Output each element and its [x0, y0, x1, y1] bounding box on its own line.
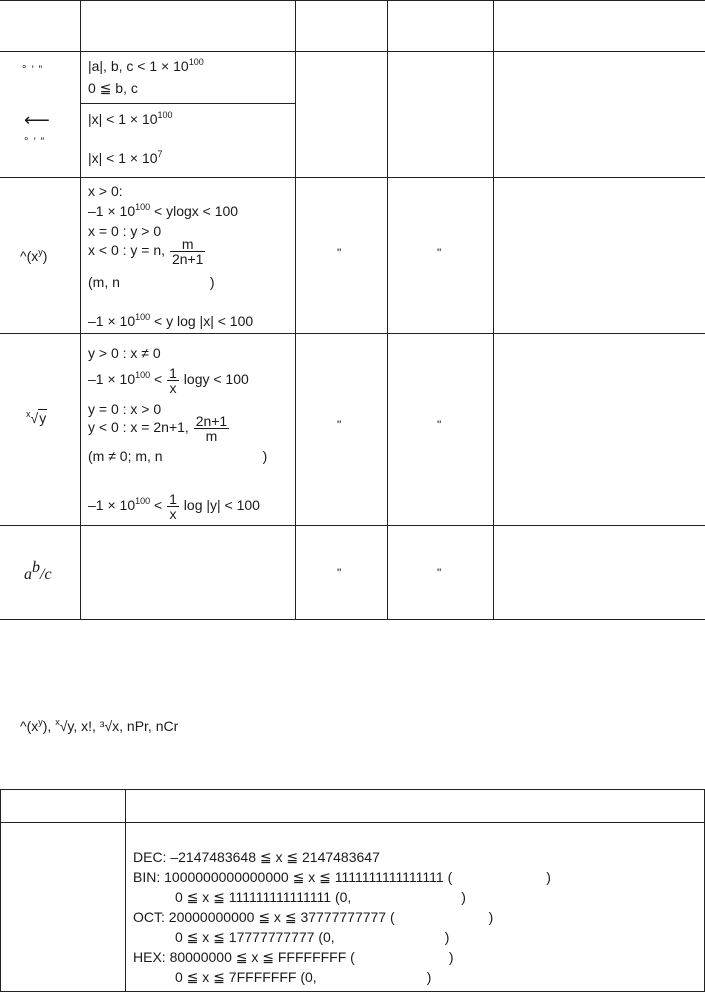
power-condition-5: (m, n ): [88, 274, 215, 290]
ditto-mark: ": [437, 418, 442, 432]
root-condition-3: y = 0 : x > 0: [88, 401, 162, 417]
power-condition-4: x < 0 : y = n, $\frac{m}{2n+1}$: [88, 236, 204, 267]
dms-condition-1: |a|, b, $c < 1 \times 10^{100}$: [88, 57, 204, 74]
power-condition-6: $-1 \times 10^{100} < y$ log |x| < 100: [88, 312, 254, 329]
functions-note: $\^{}(x^y)$, $^x$√y, x!, ³√x, nPr, nCr: [20, 717, 179, 734]
root-function-label: $^x$√y: [26, 409, 47, 426]
dec-range: DEC: –2147483648 ≦ x ≦ 2147483647: [133, 849, 380, 865]
root-condition-5: (m ≠ 0; m, n ): [88, 448, 268, 464]
dms-condition-2: 0 ≦ b, c: [88, 80, 138, 96]
dms-inverse-condition-1: $|x| < 1 \times 10^{100}$: [88, 110, 173, 127]
dms-inverse-function-label: ° ’ ”: [24, 136, 46, 148]
oct-range-1: OCT: 20000000000 ≦ x ≦ 37777777777 ( ): [133, 909, 494, 925]
root-condition-6: $-1 \times 10^{100}$ < $\frac{1}{x}$ log |y| < 100: [88, 491, 260, 522]
oct-range-2: 0 ≦ x ≦ 17777777777 (0, ): [175, 929, 450, 945]
hex-range-2: 0 ≦ x ≦ 7FFFFFFF (0, ): [175, 969, 432, 985]
ditto-mark: ": [437, 566, 442, 580]
root-condition-2: $-1 \times 10^{100}$ < $\frac{1}{x}$ logy < 100: [88, 365, 249, 396]
fraction-function-label: ab/c: [24, 559, 52, 583]
left-arrow-icon: ⟵: [24, 110, 50, 130]
ditto-mark: ": [337, 418, 342, 432]
root-condition-4: y < 0 : x = 2n+1, $\frac{2n+1}{m}$: [88, 413, 228, 444]
root-condition-1: y > 0 : x ≠ 0: [88, 345, 161, 361]
ditto-mark: ": [337, 566, 342, 580]
fraction: $\frac{m}{2n+1}$: [171, 236, 204, 267]
hex-range-1: HEX: 80000000 ≦ x ≦ FFFFFFFF ( ): [133, 949, 454, 965]
power-condition-1: x > 0:: [88, 183, 123, 199]
dms-function-label: ° ’ ”: [22, 64, 44, 76]
dms-inverse-condition-2: $|x| < 1 \times 10^7$: [88, 149, 163, 166]
ditto-mark: ": [437, 246, 442, 260]
bin-range-2: 0 ≦ x ≦ 111111111111111 (0, ): [175, 889, 466, 905]
power-condition-3: x = 0 : y > 0: [88, 223, 162, 239]
power-function-label: $\^{}(x^y)$: [20, 247, 48, 264]
fraction: $\frac{1}{x}$: [169, 365, 177, 396]
bin-range-1: BIN: 1000000000000000 ≦ x ≦ 1111111111111111 ( ): [133, 869, 551, 885]
fraction: $\frac{1}{x}$: [169, 491, 177, 522]
ditto-mark: ": [337, 246, 342, 260]
fraction: $\frac{2n+1}{m}$: [195, 413, 228, 444]
power-condition-2: $-1 \times 10^{100} < ylogx < 100$: [88, 202, 239, 219]
